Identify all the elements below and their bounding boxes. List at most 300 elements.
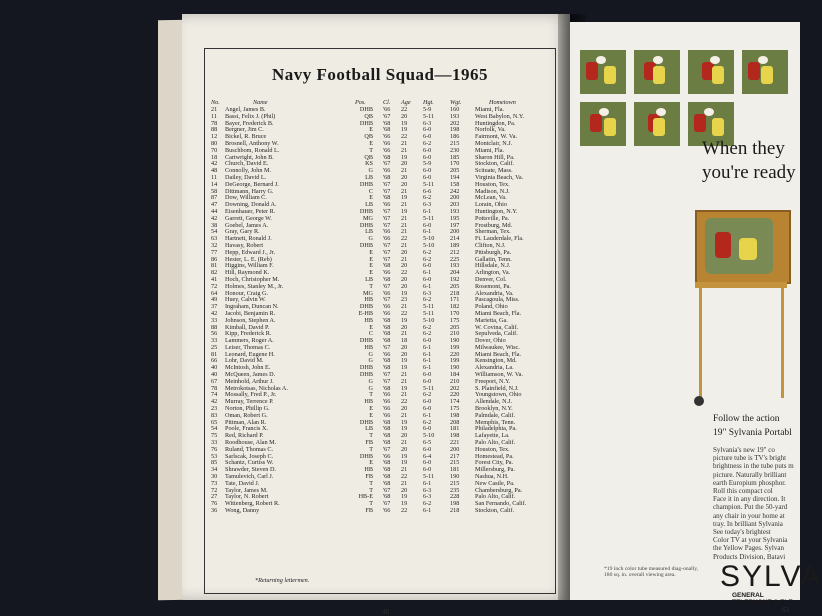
player-height: 5-11: [423, 303, 435, 311]
player-age: 19: [401, 459, 408, 467]
player-weight: 171: [450, 296, 460, 304]
player-position: HB: [364, 398, 373, 406]
player-name: Leonard, Eugene H.: [225, 350, 275, 358]
player-class: '67: [383, 445, 391, 453]
player-weight: 215: [450, 459, 460, 467]
player-class: '67: [383, 221, 391, 229]
player-age: 19: [401, 425, 408, 433]
player-name: Lammers, Roger A.: [225, 337, 274, 345]
player-position: KS: [365, 160, 373, 168]
player-hometown: West Babylon, N.Y.: [475, 112, 525, 120]
player-height: 6-1: [423, 350, 432, 358]
player-hometown: Frostburg, Md.: [475, 221, 513, 229]
player-hometown: Marietta, Ga.: [475, 316, 508, 324]
header-pos: Pos.: [355, 99, 366, 106]
player-class: '68: [383, 459, 391, 467]
player-name: Downing, Donald A.: [225, 201, 277, 209]
player-number: 30: [211, 473, 218, 481]
player-number: 34: [211, 466, 218, 474]
player-height: 6-3: [423, 289, 432, 297]
player-position: G: [368, 350, 373, 358]
player-height: 6-1: [423, 357, 432, 365]
player-hometown: Sepulveda, Calif.: [475, 330, 518, 338]
player-weight: 199: [450, 357, 460, 365]
player-weight: 189: [450, 241, 460, 249]
player-name: Taylor, N. Robert: [225, 493, 269, 501]
player-position: HB: [364, 316, 373, 324]
player-class: '68: [383, 262, 391, 270]
player-height: 6-2: [423, 500, 432, 508]
player-name: Hartnett, Ronald J.: [225, 235, 272, 243]
ad-footnote: *19 inch color tube measured diag-onally, 180 sq. in. overall viewing area.: [604, 566, 699, 578]
player-number: 53: [211, 452, 218, 460]
player-hometown: Fairmont, W. Va.: [475, 133, 517, 141]
player-position: QB: [364, 153, 373, 161]
player-name: Wittenberg, Robert R.: [225, 500, 280, 508]
player-name: McIntosh, John E.: [225, 364, 271, 372]
player-height: 6-0: [423, 371, 432, 379]
player-weight: 220: [450, 350, 460, 358]
player-hometown: Nashua, N.H.: [475, 473, 509, 481]
player-height: 6-0: [423, 425, 432, 433]
player-position: DHB: [359, 337, 373, 345]
player-class: '68: [383, 119, 391, 127]
player-number: 85: [211, 459, 218, 467]
player-number: 87: [211, 194, 218, 202]
player-position: MG: [363, 289, 373, 297]
player-age: 19: [401, 126, 408, 134]
player-weight: 190: [450, 473, 460, 481]
player-weight: 185: [450, 153, 460, 161]
tv-cart-illustration: [695, 192, 790, 412]
player-age: 21: [401, 146, 408, 154]
player-age: 21: [401, 201, 408, 209]
player-hometown: Madison, N.J.: [475, 187, 510, 195]
player-position: E: [369, 262, 373, 270]
player-name: Havasy, Robert: [225, 241, 264, 249]
player-hometown: Dover, Ohio: [475, 337, 506, 345]
player-position: HB: [364, 343, 373, 351]
player-class: '67: [383, 282, 391, 290]
player-class: '67: [383, 248, 391, 256]
player-height: 6-1: [423, 282, 432, 290]
football-action-photo: [580, 50, 626, 94]
player-hometown: Houston, Tex.: [475, 445, 510, 453]
player-name: Church, David E.: [225, 160, 269, 168]
player-weight: 197: [450, 221, 460, 229]
player-weight: 160: [450, 106, 460, 113]
player-class: '66: [383, 146, 391, 154]
player-hometown: Pottsville, Pa.: [475, 214, 510, 222]
player-age: 23: [401, 296, 408, 304]
player-height: 6-0: [423, 445, 432, 453]
player-name: Sarlscak, Joseph C.: [225, 452, 274, 460]
player-weight: 174: [450, 398, 460, 406]
player-position: DHB: [359, 452, 373, 460]
player-hometown: Hillsdale, N.J.: [475, 262, 511, 270]
player-number: 11: [211, 173, 217, 181]
player-age: 19: [401, 493, 408, 501]
player-class: '68: [383, 473, 391, 481]
player-weight: 210: [450, 377, 460, 385]
player-weight: 193: [450, 262, 460, 270]
player-age: 19: [401, 194, 408, 202]
player-height: 6-1: [423, 269, 432, 277]
player-name: Tamulevich, Carl J.: [225, 473, 274, 481]
player-hometown: Philadelphia, Pa.: [475, 425, 517, 433]
player-weight: 190: [450, 337, 460, 345]
player-name: Hill, Raymond K.: [225, 269, 270, 277]
player-name: DeGeorge, Bernard J.: [225, 180, 279, 188]
player-weight: 198: [450, 500, 460, 508]
player-position: E: [369, 269, 373, 277]
player-height: 6-0: [423, 173, 432, 181]
player-class: '67: [383, 296, 391, 304]
player-number: 23: [211, 405, 218, 413]
player-position: E-HB: [358, 309, 373, 317]
player-number: 32: [211, 241, 218, 249]
company-name: GENERAL TELEPHONE & ELE: [732, 592, 793, 606]
player-height: 6-2: [423, 248, 432, 256]
player-hometown: Clifton, N.J.: [475, 241, 506, 249]
player-class: '66: [383, 398, 391, 406]
player-age: 20: [401, 248, 408, 256]
player-age: 22: [401, 106, 408, 113]
player-height: 6-0: [423, 146, 432, 154]
player-class: '67: [383, 160, 391, 168]
player-position: DHB: [359, 371, 373, 379]
player-position: E: [369, 248, 373, 256]
player-age: 20: [401, 112, 408, 120]
player-hometown: Williamson, W. Va.: [475, 371, 523, 379]
player-height: 6-0: [423, 221, 432, 229]
player-weight: 198: [450, 411, 460, 419]
ad-body-line: picture. Naturally brilliant: [713, 470, 787, 479]
player-name: Buschbom, Ronald L.: [225, 146, 280, 154]
player-hometown: Gallatin, Tenn.: [475, 255, 512, 263]
player-number: 41: [211, 275, 218, 283]
player-position: T: [369, 445, 373, 453]
player-number: 42: [211, 309, 218, 317]
player-age: 21: [401, 479, 408, 487]
player-weight: 181: [450, 466, 460, 474]
player-class: '66: [383, 167, 391, 175]
player-height: 6-1: [423, 343, 432, 351]
player-hometown: W. Covina, Calif.: [475, 323, 519, 331]
player-number: 65: [211, 418, 218, 426]
player-number: 77: [211, 248, 218, 256]
tv-screen: [705, 218, 773, 274]
player-name: Taylor, James M.: [225, 486, 268, 494]
player-number: 86: [211, 255, 218, 263]
player-age: 21: [401, 255, 408, 263]
player-weight: 200: [450, 228, 460, 236]
player-name: Jacobi, Benjamin R.: [225, 309, 276, 317]
player-class: '66: [383, 201, 391, 209]
player-number: 11: [211, 112, 217, 120]
player-age: 21: [401, 228, 408, 236]
player-name: Roodhouse, Alan M.: [225, 439, 277, 447]
header-weight: Wgt.: [450, 99, 462, 106]
ad-body-line: champion. Put the 50-yard: [713, 503, 788, 512]
player-height: 6-1: [423, 479, 432, 487]
player-weight: 214: [450, 235, 460, 243]
roster-title: Navy Football Squad—1965: [271, 65, 489, 84]
player-class: '68: [383, 194, 391, 202]
player-height: 6-3: [423, 201, 432, 209]
player-hometown: San Fernando, Calif.: [475, 500, 527, 508]
player-height: 6-3: [423, 493, 432, 501]
player-position: E: [369, 323, 373, 331]
football-action-photo: [634, 102, 680, 146]
player-number: 38: [211, 221, 218, 229]
player-age: 19: [401, 418, 408, 426]
player-age: 18: [401, 337, 408, 345]
player-weight: 228: [450, 493, 460, 501]
player-age: 19: [401, 207, 408, 215]
player-name: Hester, L. E. (Reb): [225, 255, 272, 263]
player-class: '67: [383, 112, 391, 120]
player-height: 6-0: [423, 167, 432, 175]
player-position: LB: [365, 425, 373, 433]
player-name: Norton, Phillip G.: [225, 405, 270, 413]
player-age: 19: [401, 119, 408, 127]
player-height: 6-0: [423, 398, 432, 406]
player-number: 49: [211, 296, 218, 304]
player-name: Meinhold, Arthur J.: [225, 377, 274, 385]
player-age: 20: [401, 343, 408, 351]
player-age: 20: [401, 350, 408, 358]
player-height: 5-11: [423, 384, 435, 392]
player-age: 21: [401, 241, 408, 249]
player-position: G: [368, 235, 373, 243]
header-name: Name: [253, 99, 268, 106]
player-position: T: [369, 146, 373, 154]
player-age: 20: [401, 282, 408, 290]
player-age: 19: [401, 316, 408, 324]
player-height: 6-0: [423, 126, 432, 134]
player-hometown: Homestead, Pa.: [475, 452, 514, 460]
player-name: Connolly, John M.: [225, 167, 272, 175]
player-weight: 202: [450, 384, 460, 392]
player-position: T: [369, 500, 373, 508]
player-class: '67: [383, 377, 391, 385]
player-name: Ruland, Thomas C.: [225, 445, 274, 453]
player-weight: 186: [450, 133, 460, 141]
roster-frame: [204, 48, 556, 594]
player-position: DHB: [359, 180, 373, 188]
player-number: 83: [211, 411, 218, 419]
ad-body-line: Face it in any direction. It: [713, 495, 786, 504]
player-height: 5-11: [423, 214, 435, 222]
player-position: FB: [365, 439, 373, 447]
player-number: 81: [211, 350, 218, 358]
player-class: '66: [383, 139, 391, 147]
player-weight: 204: [450, 269, 460, 277]
player-number: 58: [211, 187, 218, 195]
player-hometown: Palmdale, Calif.: [475, 411, 516, 419]
player-weight: 221: [450, 439, 460, 447]
player-weight: 199: [450, 343, 460, 351]
player-number: 78: [211, 119, 218, 127]
header-height: Hgt.: [423, 99, 434, 106]
ad-headline-line2: you're ready: [702, 162, 796, 183]
player-age: 20: [401, 173, 408, 181]
player-name: Schantz, Curtiss W.: [225, 459, 274, 467]
player-hometown: Rosemont, Pa.: [475, 282, 511, 290]
player-weight: 220: [450, 391, 460, 399]
player-hometown: Miami Beach, Fla.: [475, 350, 522, 358]
player-number: 76: [211, 445, 218, 453]
player-class: '68: [383, 466, 391, 474]
player-hometown: Stockton, Calif.: [475, 160, 515, 168]
player-number: 40: [211, 371, 218, 379]
player-age: 22: [401, 473, 408, 481]
player-number: 33: [211, 337, 218, 345]
player-height: 5-9: [423, 106, 432, 113]
player-hometown: Lafayette, La.: [475, 432, 510, 440]
player-age: 22: [401, 269, 408, 277]
player-hometown: Montclair, N.J.: [475, 139, 513, 147]
player-class: '66: [383, 228, 391, 236]
player-number: 42: [211, 214, 218, 222]
player-class: '68: [383, 418, 391, 426]
player-hometown: Alexandria, Va.: [475, 289, 514, 297]
player-height: 6-2: [423, 296, 432, 304]
ad-body-line: Products Division, Batavi: [713, 552, 786, 561]
player-number: 88: [211, 126, 218, 134]
player-name: Mossally, Fred P., Jr.: [225, 391, 277, 399]
player-age: 22: [401, 235, 408, 243]
player-position: E: [369, 255, 373, 263]
ad-body-line: Roll this compact col: [713, 487, 773, 495]
player-age: 21: [401, 371, 408, 379]
player-position: T: [369, 486, 373, 494]
player-number: 14: [211, 180, 218, 188]
ad-body-line: the Yellow Pages. Sylvan: [713, 544, 784, 553]
player-name: Goebel, James A.: [225, 221, 269, 229]
player-position: DHB: [359, 364, 373, 372]
player-weight: 194: [450, 173, 460, 181]
player-hometown: Arlington, Va.: [475, 269, 511, 277]
player-hometown: Memphis, Tenn.: [475, 418, 516, 426]
player-number: 12: [211, 133, 218, 141]
player-class: '67: [383, 255, 391, 263]
ad-body-line: earth Europium phosphor.: [713, 478, 786, 487]
right-page-ad: [570, 22, 822, 614]
player-position: E: [369, 459, 373, 467]
player-name: Brosnell, Anthony W.: [225, 139, 279, 147]
ad-follow-line2: 19" Sylvania Portabl: [713, 428, 792, 438]
player-position: T: [369, 391, 373, 399]
player-weight: 192: [450, 275, 460, 283]
player-position: T: [369, 282, 373, 290]
player-hometown: Denver, Col.: [475, 275, 507, 283]
player-position: DHB: [359, 207, 373, 215]
roster-table: [205, 107, 555, 515]
player-number: 64: [211, 289, 218, 297]
player-position: G: [368, 377, 373, 385]
player-position: DHB: [359, 418, 373, 426]
player-name: McQueen, James D.: [225, 371, 276, 379]
player-hometown: Huntingdon, Pa.: [475, 119, 516, 127]
player-name: Kimball, David P.: [225, 323, 270, 331]
player-name: Dittmann, Harry G.: [225, 187, 274, 195]
player-position: T: [369, 479, 373, 487]
player-height: 6-0: [423, 459, 432, 467]
player-class: '68: [383, 337, 391, 345]
player-age: 20: [401, 432, 408, 440]
player-hometown: Brooklyn, N.Y.: [475, 405, 513, 413]
player-hometown: S. Plainfield, N.J.: [475, 384, 519, 392]
player-position: G: [368, 384, 373, 392]
player-hometown: Scituate, Mass.: [475, 167, 513, 175]
player-age: 21: [401, 330, 408, 338]
player-hometown: McLean, Va.: [475, 194, 507, 202]
ad-body-line: tray. In brilliant Sylvania: [713, 519, 783, 528]
player-height: 6-0: [423, 133, 432, 141]
player-class: '68: [383, 432, 391, 440]
player-weight: 210: [450, 330, 460, 338]
player-position: DHB: [359, 119, 373, 127]
player-height: 6-1: [423, 364, 432, 372]
player-class: '67: [383, 180, 391, 188]
player-height: 6-0: [423, 275, 432, 283]
player-height: 5-10: [423, 241, 435, 249]
player-name: Johnson, Stephen A.: [225, 316, 276, 324]
player-weight: 198: [450, 126, 460, 134]
player-height: 5-11: [423, 309, 435, 317]
player-weight: 225: [450, 255, 460, 263]
ad-body-line: any chair in your home at: [713, 511, 785, 520]
player-number: 73: [211, 479, 218, 487]
player-height: 6-0: [423, 466, 432, 474]
player-number: 63: [211, 235, 218, 243]
player-class: '68: [383, 316, 391, 324]
player-class: '66: [383, 350, 391, 358]
player-class: '68: [383, 126, 391, 134]
player-number: 80: [211, 139, 218, 147]
player-age: 21: [401, 221, 408, 229]
player-weight: 170: [450, 309, 460, 317]
player-name: Lohr, David M.: [225, 357, 264, 365]
player-age: 20: [401, 160, 408, 168]
player-hometown: Lorain, Ohio: [475, 201, 507, 209]
player-name: Shrawder, Steven D.: [225, 466, 276, 474]
player-position: HB: [364, 296, 373, 304]
ad-body-line: See today's brightest: [713, 528, 771, 536]
player-class: '66: [383, 269, 391, 277]
player-position: E: [369, 405, 373, 413]
player-weight: 218: [450, 507, 460, 515]
player-height: 5-10: [423, 235, 435, 243]
roster-footnote: *Returning lettermen.: [255, 577, 310, 584]
player-number: 72: [211, 486, 218, 494]
player-age: 19: [401, 153, 408, 161]
player-age: 20: [401, 323, 408, 331]
player-age: 21: [401, 466, 408, 474]
sylvania-logo: SYLVA: [720, 560, 822, 593]
player-hometown: Poland, Ohio: [475, 303, 508, 311]
player-number: 40: [211, 364, 218, 372]
player-class: '68: [383, 357, 391, 365]
player-height: 5-10: [423, 316, 435, 324]
player-position: E: [369, 139, 373, 147]
player-class: '66: [383, 303, 391, 311]
player-class: '68: [383, 330, 391, 338]
player-number: 82: [211, 269, 218, 277]
player-number: 78: [211, 384, 218, 392]
